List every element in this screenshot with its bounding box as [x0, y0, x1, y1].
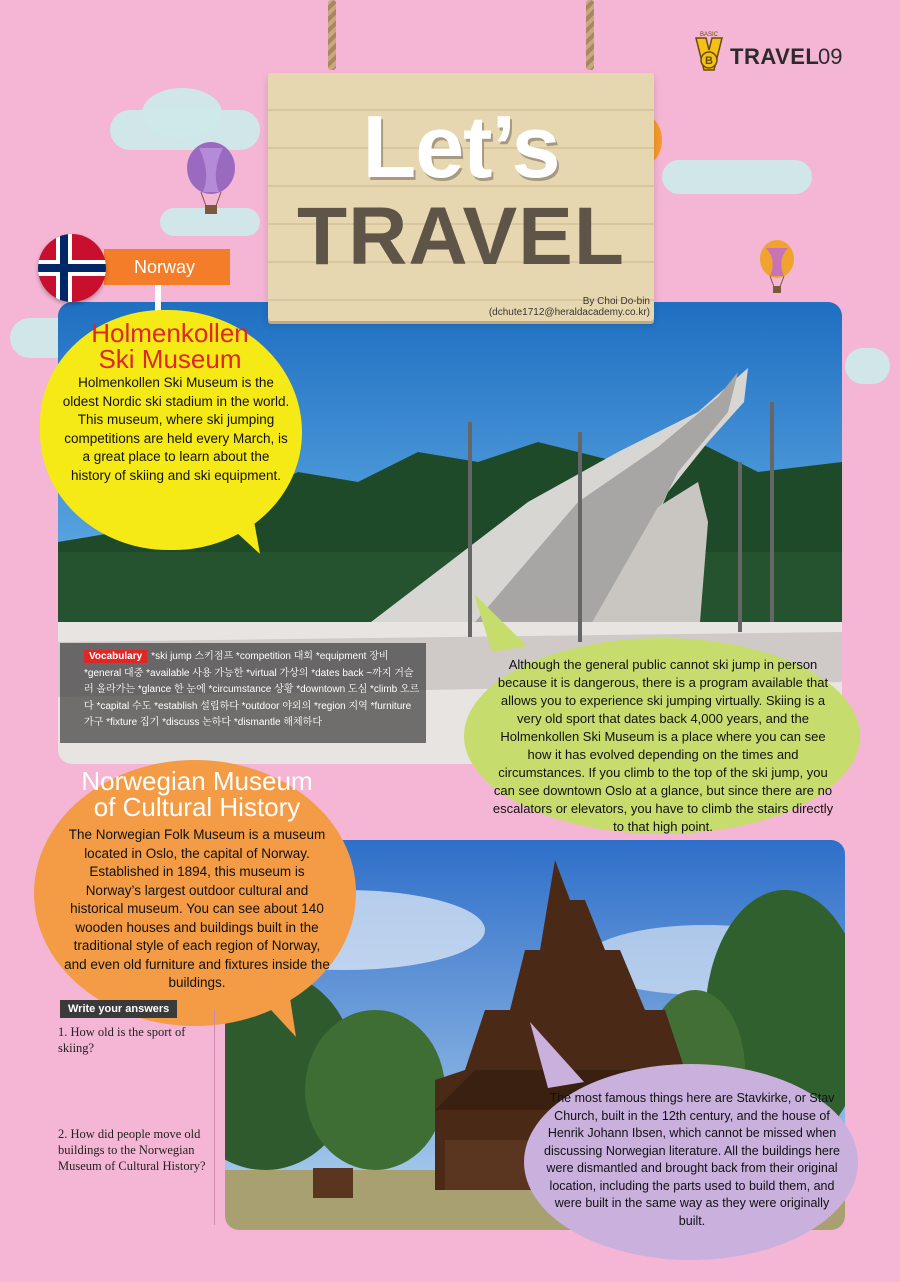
article-1-title: Holmenkollen Ski Museum: [91, 318, 249, 374]
svg-text:BASIC: BASIC: [699, 32, 719, 38]
bubble-tail: [526, 1022, 586, 1097]
write-answers-label: Write your answers: [60, 1000, 177, 1018]
question-1: 1. How old is the sport of skiing?: [58, 1025, 186, 1055]
cloud-decoration: [662, 160, 812, 194]
cloud-decoration: [142, 88, 222, 138]
author-byline: By Choi Do-bin (dchute1712@heraldacademy.co.kr): [488, 296, 650, 318]
article-2-title: Norwegian Museum of Cultural History: [81, 766, 313, 822]
hanging-rope: [328, 0, 336, 70]
vocabulary-box: [60, 643, 426, 743]
cloud-decoration: [845, 348, 890, 384]
norway-flag-icon: [38, 234, 106, 302]
article-2-intro: The Norwegian Folk Museum is a museum located in Oslo, the capital of Norway. Established in 1894, this museum is Norway’s largest outdoor cultural and historical museum. You can see about 140 wooden houses and buildings built in the traditional style of each region of Norway, and even old furniture and fixtures inside the buildings.: [64, 827, 330, 990]
vocabulary-text: *ski jump 스키점프 *competition 대회 *equipment 장비 *general 대중 *available 사용 가능한 *virtual 가상의 *dates back ~까지 거슬러 올라가는 *glance 한 눈에 *circumstance 상황 *downtown 도심 *climb 오르다 *capital 수도 *establish 설립하다 *outdoor 야외의 *region 지역 *furniture 가구 *fixture 집기 *discuss 논하다 *dismantle 해체하다: [84, 651, 420, 728]
bubble-tail: [472, 594, 532, 659]
hanging-rope: [586, 0, 594, 70]
magazine-logo: [694, 30, 724, 72]
hot-air-balloon-icon: [185, 142, 237, 223]
bubble-tail: [212, 510, 262, 561]
section-title: TRAVEL: [730, 44, 820, 69]
article-1-detail: Although the general public cannot ski jump in person because it is dangerous, there is a program available that allows you to experience ski jumping virtually. Skiing is a very old sport that dates back 4,000 years, and the Holmenkollen Ski Museum is a place where you can see how it has evolved depending on the times and circumstances. If you climb to the top of the ski jump, you can see downtown Oslo at a glance, but since there are no escalators or elevators, you have to climb the stairs directly to that high point.: [492, 657, 834, 834]
page-number: 09: [818, 44, 843, 69]
bubble-tail: [248, 985, 298, 1045]
country-label: Norway: [104, 249, 230, 285]
question-2: 2. How did people move old buildings to the Norwegian Museum of Cultural History?: [58, 1127, 206, 1173]
article-2-detail: The most famous things here are Stavkirke, or Stav Church, built in the 12th century, and the house of Henrik Johann Ibsen, which cannot be missed when discussing Norwegian literature. All the buildings here were dismantled and brought back from their original location, including the parts used to build them, and were built in the same way as they were originally built.: [544, 1091, 840, 1228]
title-line-1: Let’s: [362, 97, 560, 196]
vocabulary-label: Vocabulary: [84, 650, 147, 663]
article-1-intro: Holmenkollen Ski Museum is the oldest Nordic ski stadium in the world. This museum, where ski jumping competitions are held every March, is a great place to learn about the history of skiing and ski equipment.: [62, 375, 290, 483]
title-line-2: TRAVEL: [297, 191, 625, 282]
hot-air-balloon-icon: [758, 240, 796, 303]
column-divider: [214, 1010, 215, 1225]
svg-text:B: B: [705, 55, 713, 67]
